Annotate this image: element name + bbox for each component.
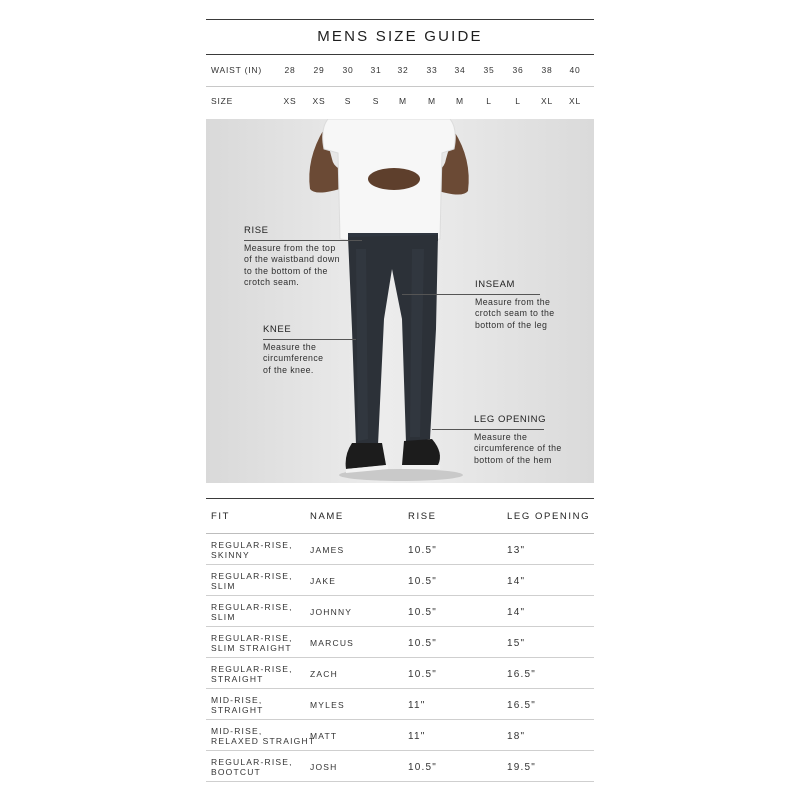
size-row bbox=[206, 94, 594, 110]
waist-row bbox=[206, 63, 594, 79]
rise-cell: 10.5" bbox=[408, 638, 438, 649]
waist-row-divider bbox=[206, 86, 594, 87]
table-row bbox=[206, 596, 594, 627]
fit-cell: REGULAR-RISE, SLIM bbox=[211, 571, 293, 591]
waist-value: 40 bbox=[569, 65, 581, 75]
waist-value: 28 bbox=[284, 65, 296, 75]
page-title: MENS SIZE GUIDE bbox=[317, 28, 483, 45]
leg-opening-cell: 16.5" bbox=[507, 700, 537, 711]
rise-description: Measure from the top of the waistband down to the bottom of the crotch seam. bbox=[244, 242, 340, 287]
leg-opening-cell: 16.5" bbox=[507, 669, 537, 680]
knee-heading: KNEE bbox=[263, 324, 292, 335]
fit-cell: REGULAR-RISE, SLIM bbox=[211, 602, 293, 622]
leg-opening-cell: 13" bbox=[507, 545, 526, 556]
waist-value: 32 bbox=[397, 65, 409, 75]
leg-opening-description: Measure the circumference of the bottom of the hem bbox=[474, 431, 562, 465]
inseam-annotation bbox=[475, 279, 555, 331]
knee-annotation bbox=[263, 324, 323, 376]
fit-cell: REGULAR-RISE, SKINNY bbox=[211, 540, 293, 560]
rise-cell: 10.5" bbox=[408, 762, 438, 773]
name-cell: JOSH bbox=[310, 762, 338, 772]
waist-value: 34 bbox=[454, 65, 466, 75]
name-cell: MATT bbox=[310, 731, 338, 741]
size-value: XL bbox=[569, 96, 581, 106]
inseam-heading: INSEAM bbox=[475, 279, 516, 290]
rise-heading: RISE bbox=[244, 225, 269, 236]
table-row bbox=[206, 534, 594, 565]
size-value: XL bbox=[541, 96, 553, 106]
size-value: M bbox=[428, 96, 436, 106]
rise-cell: 11" bbox=[408, 700, 426, 711]
rise-leader-line bbox=[244, 240, 362, 241]
rise-cell: 10.5" bbox=[408, 545, 438, 556]
rise-annotation bbox=[244, 225, 340, 289]
size-value: XS bbox=[283, 96, 297, 106]
waist-value: 33 bbox=[426, 65, 438, 75]
table-row bbox=[206, 720, 594, 751]
leg-opening-heading: LEG OPENING bbox=[474, 414, 547, 425]
name-cell: ZACH bbox=[310, 669, 338, 679]
title-rule bbox=[206, 54, 594, 55]
fit-table-header bbox=[206, 498, 594, 534]
size-value: S bbox=[344, 96, 352, 106]
table-row bbox=[206, 565, 594, 596]
waist-value: 36 bbox=[512, 65, 524, 75]
name-cell: MYLES bbox=[310, 700, 345, 710]
header-leg-opening: LEG OPENING bbox=[507, 511, 591, 522]
leg-opening-leader-line bbox=[432, 429, 544, 430]
fit-cell: MID-RISE, RELAXED STRAIGHT bbox=[211, 726, 316, 746]
size-label: SIZE bbox=[211, 96, 234, 106]
fit-cell: REGULAR-RISE, STRAIGHT bbox=[211, 664, 293, 684]
table-row bbox=[206, 751, 594, 782]
table-row bbox=[206, 658, 594, 689]
waist-value: 30 bbox=[342, 65, 354, 75]
table-row bbox=[206, 689, 594, 720]
knee-description: Measure the circumference of the knee. bbox=[263, 341, 324, 375]
inseam-description: Measure from the crotch seam to the bottom of the leg bbox=[475, 296, 555, 330]
inseam-leader-line bbox=[402, 294, 540, 295]
rise-cell: 11" bbox=[408, 731, 426, 742]
leg-opening-annotation bbox=[474, 414, 562, 466]
size-value: S bbox=[372, 96, 380, 106]
size-value: L bbox=[515, 96, 521, 106]
knee-leader-line bbox=[263, 339, 356, 340]
fit-cell: REGULAR-RISE, BOOTCUT bbox=[211, 757, 293, 777]
row-divider bbox=[206, 781, 594, 782]
waist-value: 38 bbox=[541, 65, 553, 75]
size-value: XS bbox=[312, 96, 326, 106]
fit-cell: MID-RISE, STRAIGHT bbox=[211, 695, 264, 715]
model-photo bbox=[206, 119, 594, 483]
waist-value: 35 bbox=[483, 65, 495, 75]
header-rise: RISE bbox=[408, 511, 437, 522]
size-value: M bbox=[399, 96, 407, 106]
fit-cell: REGULAR-RISE, SLIM STRAIGHT bbox=[211, 633, 293, 653]
leg-opening-cell: 18" bbox=[507, 731, 526, 742]
header-fit: FIT bbox=[211, 511, 231, 522]
top-rule bbox=[206, 19, 594, 20]
name-cell: JAKE bbox=[310, 576, 337, 586]
name-cell: JOHNNY bbox=[310, 607, 353, 617]
leg-opening-cell: 14" bbox=[507, 576, 526, 587]
rise-cell: 10.5" bbox=[408, 576, 438, 587]
leg-opening-cell: 15" bbox=[507, 638, 526, 649]
name-cell: JAMES bbox=[310, 545, 345, 555]
table-row bbox=[206, 627, 594, 658]
waist-value: 31 bbox=[370, 65, 382, 75]
rise-cell: 10.5" bbox=[408, 607, 438, 618]
name-cell: MARCUS bbox=[310, 638, 355, 648]
header-name: NAME bbox=[310, 511, 344, 522]
waist-value: 29 bbox=[313, 65, 325, 75]
size-value: L bbox=[486, 96, 492, 106]
leg-opening-cell: 19.5" bbox=[507, 762, 537, 773]
leg-opening-cell: 14" bbox=[507, 607, 526, 618]
size-value: M bbox=[456, 96, 464, 106]
rise-cell: 10.5" bbox=[408, 669, 438, 680]
waist-label: WAIST (IN) bbox=[211, 65, 262, 75]
